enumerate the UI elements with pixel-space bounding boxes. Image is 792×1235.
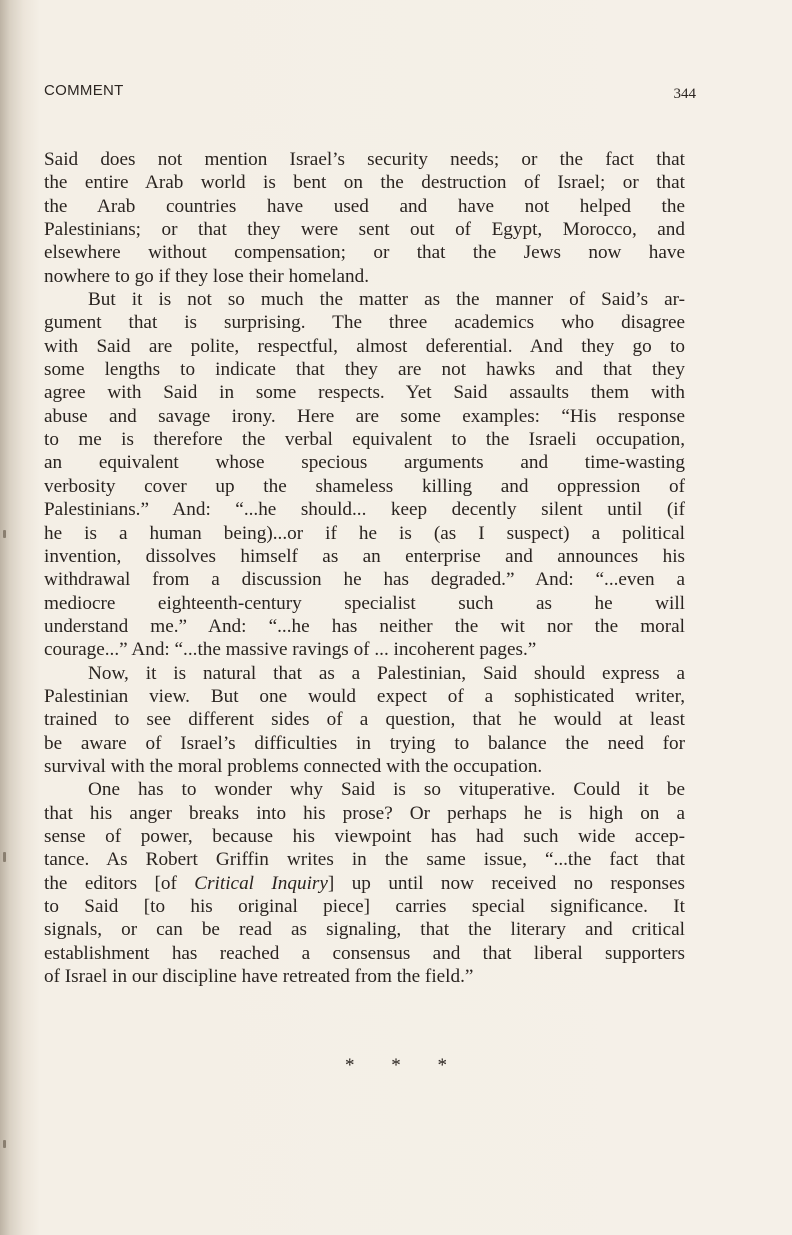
text-line: establishment has reached a consensus and that liberal supporters	[44, 942, 685, 964]
section-break: * * *	[345, 1055, 463, 1076]
text-line: tance. As Robert Griffin writes in the same issue, “...the fact that	[44, 849, 685, 871]
text-line: But it is not so much the matter as the manner of Said’s ar-	[88, 289, 685, 311]
text-line: that his anger breaks into his prose? Or perhaps he is high on a	[44, 802, 685, 824]
text-line: of Israel in our discipline have retreated from the field.”	[44, 966, 474, 988]
text-line: gument that is surprising. The three academics who disagree	[44, 312, 685, 334]
text-line: understand me.” And: “...he has neither the wit nor the moral	[44, 615, 685, 637]
text-line: elsewhere without compensation; or that the Jews now have	[44, 242, 685, 264]
text-line: he is a human being)...or if he is (as I suspect) a political	[44, 522, 685, 544]
text-line: Said does not mention Israel’s security needs; or the fact that	[44, 149, 685, 170]
text-line: One has to wonder why Said is so vituperative. Could it be	[88, 779, 685, 801]
page-header	[44, 82, 696, 104]
binding-mark	[3, 852, 6, 862]
text-line: abuse and savage irony. Here are some examples: “His response	[44, 405, 685, 427]
running-head: COMMENT	[44, 82, 124, 99]
page-number: 344	[673, 86, 696, 102]
text-line: invention, dissolves himself as an enterprise and announces his	[44, 545, 685, 567]
text-line: survival with the moral problems connected with the occupation.	[44, 755, 543, 777]
text-line: signals, or can be read as signaling, that the literary and critical	[44, 919, 685, 941]
text-line: the editors [of Critical Inquiry] up until now received no responses	[44, 872, 685, 894]
text-line: trained to see different sides of a question, that he would at least	[44, 709, 685, 731]
paragraph	[44, 778, 685, 988]
text-line: agree with Said in some respects. Yet Said assaults them with	[44, 382, 685, 404]
text-line: sense of power, because his viewpoint has had such wide accep-	[44, 825, 685, 847]
text-line: courage...” And: “...the massive ravings of ... incoherent pages.”	[44, 639, 537, 661]
text-line: withdrawal from a discussion he has degraded.” And: “...even a	[44, 569, 685, 591]
text-line: an equivalent whose specious arguments and time-wasting	[44, 452, 685, 474]
text-line: to Said [to his original piece] carries special significance. It	[44, 896, 685, 917]
text-line: mediocre eighteenth-century specialist such as he will	[44, 592, 685, 614]
italic-title: Critical Inquiry	[194, 872, 328, 894]
text-line: some lengths to indicate that they are not hawks and that they	[44, 359, 685, 381]
text-line: nowhere to go if they lose their homeland.	[44, 265, 370, 287]
text-line: the Arab countries have used and have not helped the	[44, 195, 685, 217]
paragraph	[44, 148, 685, 288]
text-line: the entire Arab world is bent on the destruction of Israel; or that	[44, 172, 685, 194]
text-line: Palestinian view. But one would expect of a sophisticated writer,	[44, 685, 685, 707]
text-line: with Said are polite, respectful, almost deferential. And they go to	[44, 335, 685, 357]
binding-mark	[3, 530, 6, 538]
text-line: verbosity cover up the shameless killing and oppression of	[44, 475, 685, 497]
binding-mark	[3, 1140, 6, 1148]
text-line: Palestinians.” And: “...he should... keep decently silent until (if	[44, 499, 685, 521]
paragraph	[44, 288, 685, 662]
text-line: be aware of Israel’s difficulties in trying to balance the need for	[44, 732, 685, 754]
text-line: Palestinians; or that they were sent out of Egypt, Morocco, and	[44, 219, 685, 241]
paragraph	[44, 662, 685, 779]
body-text	[44, 148, 685, 988]
text-line: to me is therefore the verbal equivalent to the Israeli occupation,	[44, 429, 685, 451]
text-line: Now, it is natural that as a Palestinian, Said should express a	[88, 662, 685, 684]
